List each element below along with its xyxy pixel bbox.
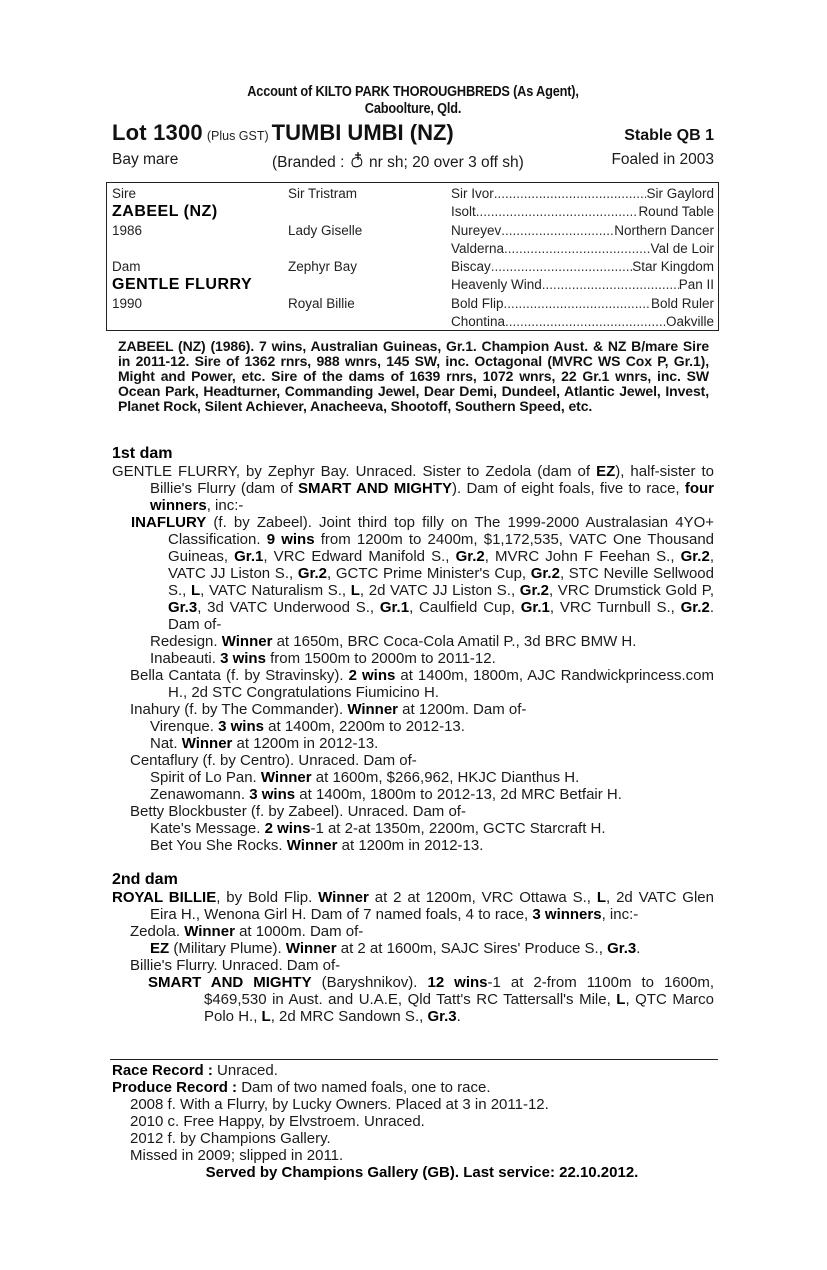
second-dam-intro: ROYAL BILLIE, by Bold Flip. Winner at 2 at 1200m, VRC Ottawa S., L, 2d VATC Glen Eira H., Wenona Girl H. Dam of 7 named foals, 4 to race, 3 winners, inc:- [112, 889, 714, 923]
produce-item: 2012 f. by Champions Gallery. [130, 1130, 331, 1147]
service-status: Served by Champions Gallery (GB). Last service: 22.10.2012. [205, 1164, 639, 1181]
produce-record: Produce Record : Dam of two named foals, one to race. [112, 1079, 491, 1096]
dam-year: 1990 [112, 295, 143, 311]
pedigree-grandparents-column [288, 185, 362, 313]
grand-progeny-entry: Bet You She Rocks. Winner at 1200m in 2012-13. [150, 837, 484, 854]
section-divider [110, 1059, 718, 1060]
colour-sex: Bay mare [112, 151, 179, 168]
grand-progeny-entry: SMART AND MIGHTY (Baryshnikov). 12 wins-1 at 2-from 1100m to 1600m, $469,530 in Aust. and U.A.E, Qld Tatt's RC Tattersall's Mile, L, QTC Marco Polo H., L, 2d MRC Sandown S., Gr.3. [148, 974, 715, 1025]
first-dam-intro: GENTLE FLURRY, by Zephyr Bay. Unraced. Sister to Zedola (dam of EZ), half-sister to Billie's Flurry (dam of SMART AND MIGHTY). Dam of eight foals, five to race, four winners, inc:- [112, 463, 714, 514]
brand-description [272, 151, 611, 172]
horse-name: TUMBI UMBI (NZ) [271, 120, 454, 145]
dam-lines [112, 445, 714, 1025]
ggp-row: Chontina ..... Oakville [451, 313, 714, 331]
pedigree-table [106, 182, 719, 331]
foaled-year: Foaled in 2003 [611, 151, 714, 168]
produce-item: Missed in 2009; slipped in 2011. [130, 1147, 344, 1164]
vendor-line-2: Caboolture, Qld. [364, 101, 462, 117]
ggp-row: Bold Flip ..... Bold Ruler [451, 295, 714, 313]
dam-name: GENTLE FLURRY [112, 276, 253, 294]
second-dam-heading: 2nd dam [112, 871, 178, 888]
sire-name: ZABEEL (NZ) [112, 203, 218, 221]
ggp-row: Isolt ..... Round Table [451, 203, 714, 221]
grandsire-maternal: Zephyr Bay [288, 259, 358, 275]
progeny-entry: Billie's Flurry. Unraced. Dam of- [130, 957, 341, 974]
grand-progeny-entry: Redesign. Winner at 1650m, BRC Coca-Cola Amatil P., 3d BRC BMW H. [150, 633, 637, 650]
grand-progeny-entry: Zenawomann. 3 wins at 1400m, 1800m to 2012-13, 2d MRC Betfair H. [150, 786, 622, 803]
brand-prefix: (Branded : [272, 154, 345, 171]
sire-label: Sire [112, 186, 137, 201]
granddam-maternal: Royal Billie [288, 295, 355, 311]
horse-details-row [112, 151, 714, 172]
grandsire-paternal: Sir Tristram [288, 186, 357, 201]
grand-progeny-entry: Nat. Winner at 1200m in 2012-13. [150, 735, 379, 752]
lot-number: Lot 1300 [112, 120, 203, 145]
progeny-entry: Inahury (f. by The Commander). Winner at 1200m. Dam of- [130, 701, 527, 718]
produce-item: 2008 f. With a Flurry, by Lucky Owners. Placed at 3 in 2011-12. [130, 1096, 549, 1113]
ggp-row: Nureyev ..... Northern Dancer [451, 222, 714, 240]
ggp-row: Valderna ..... Val de Loir [451, 240, 714, 258]
sire-summary: ZABEEL (NZ) (1986). 7 wins, Australian Guineas, Gr.1. Champion Aust. & NZ B/mare Sire in 2011-12. Sire of 1362 rnrs, 988 wnrs, 145 SW, inc. Octagonal (MVRC WS Cox P, Gr.1), Might and Power, etc. Sire of the dams of 1639 rnrs, 1072 wnrs, 22 Gr.1 wnrs, inc. SW Ocean Park, Headturner, Commanding Jewel, Dear Demi, Dundeel, Atlantic Jewel, Invest, Planet Rock, Silent Achiever, Anacheeva, Shootoff, Southern Speed, etc. [118, 338, 709, 414]
sire-year: 1986 [112, 222, 143, 238]
lot-title-row [112, 120, 714, 146]
progeny-entry: Zedola. Winner at 1000m. Dam of- [130, 923, 364, 940]
vendor-line-1: Account of KILTO PARK THOROUGHBREDS (As Agent), [247, 84, 579, 100]
grand-progeny-entry: Virenque. 3 wins at 1400m, 2200m to 2012-13. [150, 718, 465, 735]
dam-label: Dam [112, 259, 141, 275]
pedigree-parents-column [112, 185, 252, 313]
progeny-entry: Centaflury (f. by Centro). Unraced. Dam of- [130, 752, 417, 769]
grand-progeny-entry: EZ (Military Plume). Winner at 2 at 1600m, SAJC Sires' Produce S., Gr.3. [150, 940, 641, 957]
lot-header [112, 84, 714, 172]
records-section [112, 1062, 714, 1181]
grand-progeny-entry: Inabeauti. 3 wins from 1500m to 2000m to 2011-12. [150, 650, 496, 667]
gst-note: (Plus GST) [206, 129, 269, 143]
first-dam-heading: 1st dam [112, 445, 173, 462]
ggp-row: Heavenly Wind ..... Pan II [451, 276, 714, 294]
grand-progeny-entry: Kate's Message. 2 wins-1 at 2-at 1350m, 2200m, GCTC Starcraft H. [150, 820, 606, 837]
progeny-entry: Bella Cantata (f. by Stravinsky). 2 wins at 1400m, 1800m, AJC Randwickprincess.com H., 2d STC Congratulations Fiumicino H. [130, 667, 715, 701]
ggp-row: Sir Ivor ..... Sir Gaylord [451, 185, 714, 203]
brand-mark-icon [349, 151, 365, 169]
grand-progeny-entry: Spirit of Lo Pan. Winner at 1600m, $266,962, HKJC Dianthus H. [150, 769, 580, 786]
granddam-paternal: Lady Giselle [288, 222, 363, 238]
brand-suffix: nr sh; 20 over 3 off sh) [369, 154, 524, 171]
progeny-entry: Betty Blockbuster (f. by Zabeel). Unraced. Dam of- [130, 803, 466, 820]
race-record: Race Record : Unraced. [112, 1062, 278, 1079]
pedigree-great-grandparents-column [451, 185, 714, 331]
ggp-row: Biscay ..... Star Kingdom [451, 258, 714, 276]
stable-label: Stable QB 1 [624, 127, 714, 144]
progeny-entry: INAFLURY (f. by Zabeel). Joint third top filly on The 1999-2000 Australasian 4YO+ Classification. 9 wins from 1200m to 2400m, $1,172,535, VATC One Thousand Guineas, Gr.1, VRC Edward Manifold S., Gr.2, MVRC John F Feehan S., Gr.2, VATC JJ Liston S., Gr.2, GCTC Prime Minister's Cup, Gr.2, STC Neville Sellwood S., L, VATC Naturalism S., L, 2d VATC JJ Liston S., Gr.2, VRC Drumstick Gold P, Gr.3, 3d VATC Underwood S., Gr.1, Caulfield Cup, Gr.1, VRC Turnbull S., Gr.2. Dam of- [131, 514, 715, 633]
produce-item: 2010 c. Free Happy, by Elvstroem. Unraced. [130, 1113, 425, 1130]
